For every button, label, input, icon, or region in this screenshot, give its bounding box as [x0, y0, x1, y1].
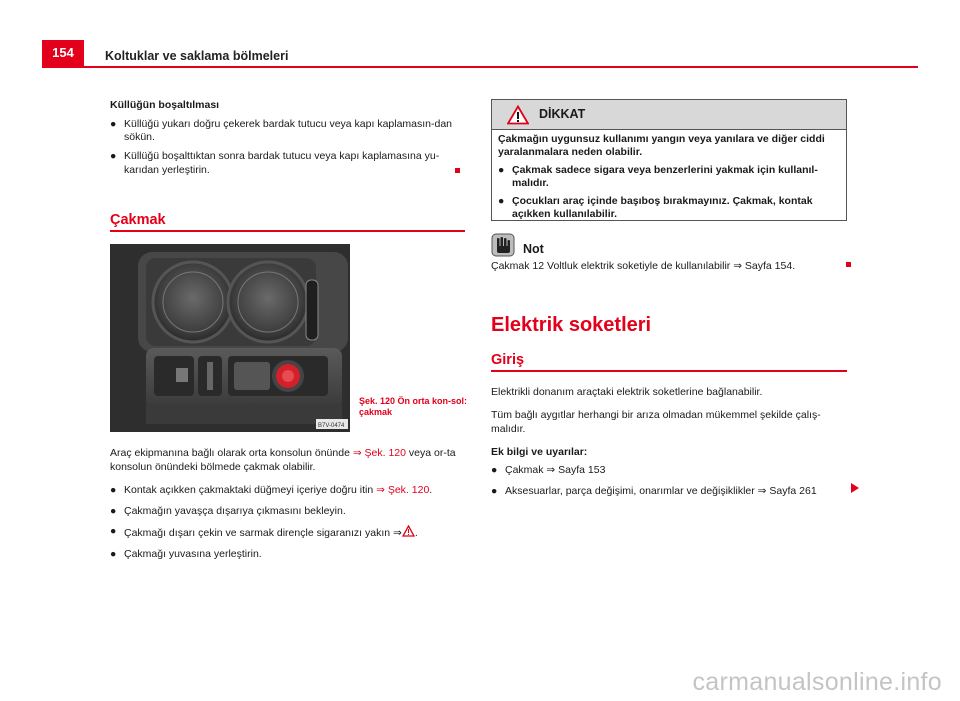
subsection-title-giris: Giriş	[491, 352, 525, 368]
section-title-elektrik: Elektrik soketleri	[491, 314, 652, 336]
warning-triangle-icon	[507, 105, 529, 125]
step-text: .	[414, 527, 418, 540]
bullet-dot: ●	[498, 194, 505, 207]
step-text: Çakmağı dışarı çekin ve sarmak dirençle sigaranızı yakın ⇒	[124, 527, 402, 540]
bullet-dot: ●	[498, 163, 505, 176]
bullet-text	[124, 525, 418, 541]
warning-body	[492, 130, 846, 225]
section-end-marker	[846, 262, 851, 267]
lighter-step-1	[110, 484, 466, 498]
info-item-2	[491, 485, 847, 499]
section-rule	[110, 230, 465, 232]
warning-bullet-1	[498, 164, 840, 191]
warning-bullet-2	[498, 195, 840, 222]
step-text: Kontak açıkken çakmaktaki düğmeyi içeriye doğru itin	[124, 484, 377, 496]
bullet-text: Küllüğü boşalttıktan sonra bardak tutucu veya kapı kaplamasına yu-karıdan yerleştirin.	[124, 149, 440, 176]
bullet-dot: ●	[110, 149, 117, 162]
section-rule	[491, 370, 847, 372]
intro-text: veya or-ta konsolun önündeki bölmede çakmak olabilir.	[110, 447, 456, 473]
lighter-step-3	[110, 525, 466, 541]
info-item-1	[491, 464, 847, 478]
ashtray-section	[110, 99, 466, 177]
bullet-dot: ●	[110, 484, 117, 496]
ashtray-bullet-2	[110, 150, 466, 177]
bullet-text: Çakmak sadece sigara veya benzerlerini yakmak için kullanıl-malıdır.	[512, 163, 818, 190]
figure-caption: Şek. 120 Ön orta kon-sol: çakmak	[359, 396, 468, 418]
page-ref-link[interactable]: Aksesuarlar, parça değişimi, onarımlar ve değişiklikler ⇒ Sayfa 261	[505, 484, 817, 497]
intro-paragraph-2: Tüm bağlı aygıtlar herhangi bir arıza olmadan mükemmel şekilde çalış-malıdır.	[491, 409, 821, 435]
bullet-text: Çakmağı yuvasına yerleştirin.	[124, 547, 262, 560]
watermark: carmanualsonline.info	[692, 668, 942, 696]
cigarette-lighter-figure	[110, 244, 350, 432]
figure-ref-link[interactable]: ⇒ Şek. 120	[352, 447, 406, 459]
lighter-step-2	[110, 505, 466, 519]
bullet-text: Çakmağın yavaşça dışarıya çıkmasını bekleyin.	[124, 504, 346, 517]
bullet-text: Çocukları araç içinde başıboş bırakmayınız. Çakmak, kontak açıkken kullanılabilir.	[512, 194, 813, 221]
warning-intro: Çakmağın uygunsuz kullanımı yangın veya yanılara ve diğer ciddi yaralanmalara neden olabilir.	[498, 133, 825, 159]
warning-triangle-icon[interactable]	[402, 525, 415, 537]
lighter-steps	[110, 484, 466, 562]
bullet-dot: ●	[110, 117, 117, 130]
continue-arrow-icon	[851, 483, 859, 493]
info-list	[491, 464, 847, 498]
page-number: 154	[42, 40, 84, 66]
bullet-dot: ●	[110, 547, 117, 560]
bullet-text: Küllüğü yukarı doğru çekerek bardak tutucu veya kapı kaplamasın-dan sökün.	[124, 117, 453, 144]
section-end-marker	[455, 168, 460, 173]
note-text: Çakmak 12 Voltluk elektrik soketiyle de kullanılabilir ⇒ Sayfa 154.	[491, 260, 796, 272]
intro-paragraph-1: Elektrikli donanım araçtaki elektrik soketlerine bağlanabilir.	[491, 386, 763, 398]
bullet-dot: ●	[491, 484, 498, 497]
bullet-dot: ●	[491, 464, 498, 476]
section-title-cakmak: Çakmak	[110, 212, 166, 228]
intro-text: Araç ekipmanına bağlı olarak orta konsolun önünde	[110, 447, 353, 459]
note-header	[491, 233, 544, 257]
step-text: .	[429, 484, 433, 496]
lighter-step-4	[110, 548, 466, 562]
ashtray-heading: Küllüğün boşaltılması	[110, 99, 220, 111]
note-title: Not	[523, 242, 544, 256]
bullet-dot: ●	[110, 504, 117, 517]
note-hand-icon	[491, 233, 515, 257]
chapter-title: Koltuklar ve saklama bölmeleri	[105, 49, 289, 63]
warning-header	[492, 100, 846, 130]
console-illustration	[110, 244, 350, 432]
ashtray-bullet-1	[110, 118, 466, 145]
bullet-dot: ●	[110, 525, 117, 538]
page-ref-link[interactable]: Çakmak ⇒ Sayfa 153	[505, 464, 606, 476]
figure-code: B7V-0474	[318, 423, 345, 429]
lighter-intro	[110, 447, 466, 474]
bullet-text	[124, 484, 432, 498]
header-rule	[42, 66, 918, 68]
warning-title: DİKKAT	[539, 107, 586, 122]
warning-box	[491, 99, 847, 221]
info-heading: Ek bilgi ve uyarılar:	[491, 446, 588, 458]
figure-ref-link[interactable]: ⇒ Şek. 120	[376, 484, 430, 496]
